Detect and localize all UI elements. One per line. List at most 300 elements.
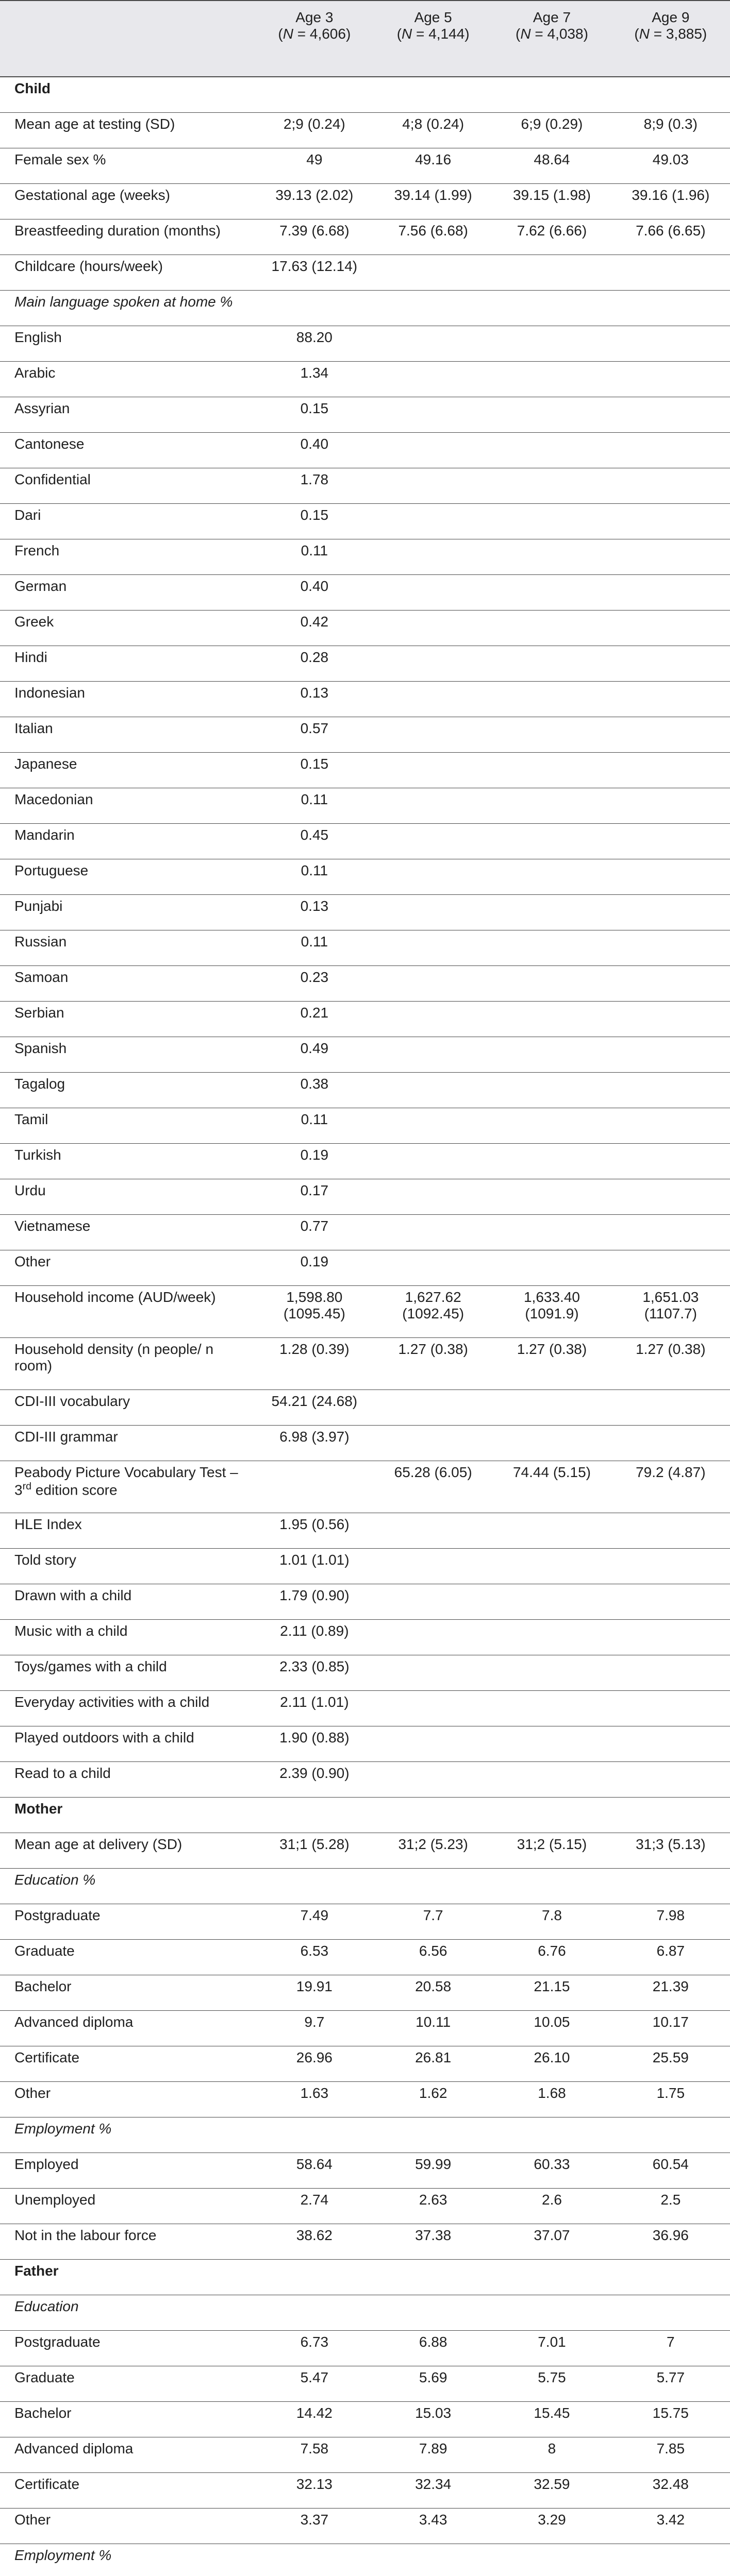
value-cell: 1.27 (0.38)	[611, 1338, 730, 1390]
row-label: Tamil	[0, 1108, 255, 1144]
value-cell	[611, 468, 730, 504]
value-cell	[611, 326, 730, 362]
value-cell: 7.49	[255, 1904, 374, 1940]
row-label: Samoan	[0, 966, 255, 1002]
value-cell: 54.21 (24.68)	[255, 1390, 374, 1426]
value-cell	[492, 753, 611, 788]
table-row	[0, 1620, 730, 1655]
value-cell: 2.11 (0.89)	[255, 1620, 374, 1655]
value-cell: 0.11	[255, 788, 374, 824]
value-cell	[492, 824, 611, 859]
value-cell: 79.2 (4.87)	[611, 1461, 730, 1513]
row-label: Spanish	[0, 1037, 255, 1073]
value-cell	[374, 1073, 492, 1108]
column-n: (N = 4,038)	[497, 26, 606, 42]
value-cell	[374, 362, 492, 397]
row-label: Tagalog	[0, 1073, 255, 1108]
value-cell	[492, 717, 611, 753]
value-cell: 0.40	[255, 433, 374, 468]
subsection-row	[0, 291, 730, 326]
table-row	[0, 2011, 730, 2046]
value-cell	[374, 1620, 492, 1655]
value-cell	[374, 1869, 492, 1904]
value-cell	[492, 2544, 611, 2576]
value-cell: 6.53	[255, 1940, 374, 1975]
value-cell	[492, 1691, 611, 1726]
value-cell	[374, 682, 492, 717]
table-row	[0, 1975, 730, 2011]
value-cell: 0.19	[255, 1144, 374, 1179]
value-cell	[492, 1108, 611, 1144]
value-cell	[492, 468, 611, 504]
value-cell: 6.88	[374, 2331, 492, 2366]
value-cell	[374, 788, 492, 824]
row-label: CDI-III vocabulary	[0, 1390, 255, 1426]
value-cell	[492, 255, 611, 291]
value-cell	[374, 1250, 492, 1286]
value-cell: 0.19	[255, 1250, 374, 1286]
value-cell: 0.17	[255, 1179, 374, 1215]
row-label: Postgraduate	[0, 2331, 255, 2366]
row-label: Postgraduate	[0, 1904, 255, 1940]
value-cell: 0.38	[255, 1073, 374, 1108]
value-cell: 88.20	[255, 326, 374, 362]
row-label-text: Peabody Picture Vocabulary Test –3	[14, 1464, 238, 1498]
value-cell: 7.8	[492, 1904, 611, 1940]
table-row	[0, 2473, 730, 2509]
row-label: Unemployed	[0, 2189, 255, 2224]
row-label: Bachelor	[0, 2402, 255, 2437]
column-n: (N = 4,144)	[379, 26, 487, 42]
value-cell: 65.28 (6.05)	[374, 1461, 492, 1513]
table-row	[0, 1655, 730, 1691]
value-cell	[255, 77, 374, 113]
table-row	[0, 1549, 730, 1584]
row-label: Portuguese	[0, 859, 255, 895]
value-cell	[611, 895, 730, 930]
table-row	[0, 2509, 730, 2544]
value-cell	[611, 1144, 730, 1179]
value-cell: 2.39 (0.90)	[255, 1762, 374, 1798]
value-cell: 1.78	[255, 468, 374, 504]
table-row	[0, 2153, 730, 2189]
value-cell	[611, 539, 730, 575]
row-label: Graduate	[0, 1940, 255, 1975]
value-cell: 0.42	[255, 611, 374, 646]
value-cell	[374, 77, 492, 113]
value-cell	[611, 1390, 730, 1426]
value-cell: 15.45	[492, 2402, 611, 2437]
row-label: Japanese	[0, 753, 255, 788]
table-row	[0, 859, 730, 895]
table-row	[0, 646, 730, 682]
value-cell: 6.56	[374, 1940, 492, 1975]
value-cell: 2;9 (0.24)	[255, 113, 374, 148]
row-label: Bachelor	[0, 1975, 255, 2011]
value-cell	[611, 1037, 730, 1073]
row-label: Household density (n people/ n room)	[0, 1338, 255, 1390]
value-cell: 0.11	[255, 859, 374, 895]
table-row	[0, 753, 730, 788]
value-cell	[492, 859, 611, 895]
row-label: Italian	[0, 717, 255, 753]
value-cell	[255, 2260, 374, 2295]
row-label: Other	[0, 2509, 255, 2544]
value-cell	[492, 1762, 611, 1798]
value-cell: 1.75	[611, 2082, 730, 2117]
value-cell	[611, 1426, 730, 1461]
table-row	[0, 2046, 730, 2082]
value-cell	[611, 1002, 730, 1037]
table-row	[0, 1144, 730, 1179]
value-cell: 9.7	[255, 2011, 374, 2046]
value-cell: 0.21	[255, 1002, 374, 1037]
row-label: Confidential	[0, 468, 255, 504]
table-row	[0, 682, 730, 717]
value-cell	[374, 291, 492, 326]
value-cell	[611, 2295, 730, 2331]
table-row	[0, 255, 730, 291]
value-cell	[255, 1798, 374, 1833]
value-cell	[611, 1869, 730, 1904]
row-label: English	[0, 326, 255, 362]
table-row	[0, 468, 730, 504]
value-cell	[374, 1762, 492, 1798]
value-cell: 19.91	[255, 1975, 374, 2011]
row-label: Toys/games with a child	[0, 1655, 255, 1691]
value-cell: 0.45	[255, 824, 374, 859]
value-cell	[492, 326, 611, 362]
value-cell: 3.37	[255, 2509, 374, 2544]
row-label: Female sex %	[0, 148, 255, 184]
value-cell: 0.11	[255, 930, 374, 966]
value-cell	[611, 682, 730, 717]
value-cell	[374, 433, 492, 468]
value-cell	[374, 930, 492, 966]
value-cell: 38.62	[255, 2224, 374, 2260]
value-cell: 31;2 (5.23)	[374, 1833, 492, 1869]
table-row	[0, 397, 730, 433]
table-row	[0, 611, 730, 646]
table-header	[0, 1, 730, 77]
value-cell	[255, 291, 374, 326]
table-row	[0, 1461, 730, 1513]
value-cell: 31;3 (5.13)	[611, 1833, 730, 1869]
table-row	[0, 504, 730, 539]
value-cell: 0.15	[255, 753, 374, 788]
column-n: (N = 4,606)	[260, 26, 369, 42]
row-label: Assyrian	[0, 397, 255, 433]
table-body	[0, 77, 730, 2576]
row-label: Not in the labour force	[0, 2224, 255, 2260]
value-cell	[492, 1250, 611, 1286]
value-cell: 7.98	[611, 1904, 730, 1940]
value-cell: 0.13	[255, 895, 374, 930]
value-cell	[492, 1513, 611, 1549]
value-cell: 7.89	[374, 2437, 492, 2473]
value-cell	[492, 1073, 611, 1108]
value-cell: 49.16	[374, 148, 492, 184]
value-cell: 7.01	[492, 2331, 611, 2366]
table-row	[0, 1691, 730, 1726]
value-cell	[255, 2117, 374, 2153]
row-label: Played outdoors with a child	[0, 1726, 255, 1762]
value-cell	[374, 1426, 492, 1461]
value-cell: 21.39	[611, 1975, 730, 2011]
value-cell: 0.11	[255, 1108, 374, 1144]
value-cell	[374, 2544, 492, 2576]
value-cell	[611, 1108, 730, 1144]
value-cell: 7.7	[374, 1904, 492, 1940]
row-label: Urdu	[0, 1179, 255, 1215]
value-cell: 0.28	[255, 646, 374, 682]
value-cell	[374, 859, 492, 895]
value-cell: 7.56 (6.68)	[374, 219, 492, 255]
row-label: Turkish	[0, 1144, 255, 1179]
value-cell	[492, 788, 611, 824]
table-row	[0, 1179, 730, 1215]
value-cell: 37.38	[374, 2224, 492, 2260]
row-label: Greek	[0, 611, 255, 646]
value-cell	[492, 504, 611, 539]
row-label: Mean age at delivery (SD)	[0, 1833, 255, 1869]
value-cell: 31;1 (5.28)	[255, 1833, 374, 1869]
value-cell	[611, 966, 730, 1002]
value-cell: 1,633.40 (1091.9)	[492, 1286, 611, 1338]
value-cell	[611, 255, 730, 291]
value-cell: 2.74	[255, 2189, 374, 2224]
value-cell: 1.34	[255, 362, 374, 397]
table-row	[0, 1286, 730, 1338]
value-cell: 10.05	[492, 2011, 611, 2046]
value-cell	[611, 575, 730, 611]
value-cell	[374, 2295, 492, 2331]
value-cell: 15.03	[374, 2402, 492, 2437]
value-cell	[492, 1037, 611, 1073]
value-cell	[374, 1584, 492, 1620]
value-cell: 14.42	[255, 2402, 374, 2437]
row-label: Household income (AUD/week)	[0, 1286, 255, 1338]
value-cell: 1.63	[255, 2082, 374, 2117]
table-row	[0, 2224, 730, 2260]
row-label: Mean age at testing (SD)	[0, 113, 255, 148]
value-cell	[374, 1108, 492, 1144]
value-cell: 1.79 (0.90)	[255, 1584, 374, 1620]
value-cell: 1,651.03 (1107.7)	[611, 1286, 730, 1338]
value-cell: 25.59	[611, 2046, 730, 2082]
value-cell	[492, 1726, 611, 1762]
row-label: Employment %	[0, 2544, 255, 2576]
value-cell	[255, 2295, 374, 2331]
value-cell: 48.64	[492, 148, 611, 184]
column-n: (N = 3,885)	[617, 26, 725, 42]
row-label: Employed	[0, 2153, 255, 2189]
row-label: Graduate	[0, 2366, 255, 2402]
value-cell: 3.29	[492, 2509, 611, 2544]
value-cell	[492, 575, 611, 611]
table-row	[0, 1940, 730, 1975]
value-cell	[611, 1215, 730, 1250]
row-label: Mandarin	[0, 824, 255, 859]
value-cell	[611, 2260, 730, 2295]
value-cell: 60.33	[492, 2153, 611, 2189]
value-cell: 1.01 (1.01)	[255, 1549, 374, 1584]
row-label: Macedonian	[0, 788, 255, 824]
table-row	[0, 1426, 730, 1461]
value-cell: 7	[611, 2331, 730, 2366]
subsection-row	[0, 2295, 730, 2331]
value-cell	[255, 1869, 374, 1904]
value-cell	[374, 1144, 492, 1179]
value-cell	[611, 504, 730, 539]
value-cell: 7.66 (6.65)	[611, 219, 730, 255]
row-label: Childcare (hours/week)	[0, 255, 255, 291]
value-cell: 5.47	[255, 2366, 374, 2402]
value-cell	[611, 717, 730, 753]
value-cell: 10.17	[611, 2011, 730, 2046]
subsection-row	[0, 1869, 730, 1904]
table-row	[0, 930, 730, 966]
value-cell: 1.90 (0.88)	[255, 1726, 374, 1762]
table-row	[0, 2437, 730, 2473]
value-cell	[492, 2117, 611, 2153]
value-cell: 2.63	[374, 2189, 492, 2224]
table-row	[0, 539, 730, 575]
value-cell: 1.27 (0.38)	[374, 1338, 492, 1390]
value-cell: 1.62	[374, 2082, 492, 2117]
value-cell: 1.95 (0.56)	[255, 1513, 374, 1549]
table-row	[0, 1513, 730, 1549]
value-cell	[492, 611, 611, 646]
table-row	[0, 1390, 730, 1426]
table-row	[0, 717, 730, 753]
table-row	[0, 433, 730, 468]
row-label: Education	[0, 2295, 255, 2331]
value-cell	[374, 717, 492, 753]
value-cell: 3.42	[611, 2509, 730, 2544]
value-cell: 0.11	[255, 539, 374, 575]
value-cell: 2.33 (0.85)	[255, 1655, 374, 1691]
value-cell	[611, 646, 730, 682]
value-cell	[374, 1179, 492, 1215]
row-label: Told story	[0, 1549, 255, 1584]
value-cell: 7.62 (6.66)	[492, 219, 611, 255]
section-row	[0, 1798, 730, 1833]
value-cell	[611, 859, 730, 895]
value-cell: 0.49	[255, 1037, 374, 1073]
value-cell: 32.34	[374, 2473, 492, 2509]
value-cell: 39.14 (1.99)	[374, 184, 492, 219]
value-cell: 4;8 (0.24)	[374, 113, 492, 148]
value-cell	[374, 255, 492, 291]
value-cell: 6.87	[611, 1940, 730, 1975]
table-row	[0, 824, 730, 859]
table-row	[0, 2402, 730, 2437]
section-row	[0, 2260, 730, 2295]
value-cell	[611, 1179, 730, 1215]
value-cell: 5.69	[374, 2366, 492, 2402]
value-cell	[255, 1461, 374, 1513]
table-row	[0, 1037, 730, 1073]
row-label: Cantonese	[0, 433, 255, 468]
table-row	[0, 2082, 730, 2117]
column-label: Age 9	[652, 9, 689, 25]
column-header	[492, 1, 611, 77]
table-row	[0, 1108, 730, 1144]
value-cell: 6;9 (0.29)	[492, 113, 611, 148]
value-cell	[492, 77, 611, 113]
value-cell	[611, 1250, 730, 1286]
value-cell: 49.03	[611, 148, 730, 184]
table-row	[0, 148, 730, 184]
value-cell: 0.13	[255, 682, 374, 717]
table-row	[0, 575, 730, 611]
value-cell	[611, 2117, 730, 2153]
value-cell	[492, 2260, 611, 2295]
value-cell	[374, 468, 492, 504]
value-cell	[611, 1798, 730, 1833]
value-cell	[611, 1691, 730, 1726]
value-cell: 8	[492, 2437, 611, 2473]
value-cell	[374, 1549, 492, 1584]
value-cell	[374, 1798, 492, 1833]
row-label: Mother	[0, 1798, 255, 1833]
value-cell: 1.27 (0.38)	[492, 1338, 611, 1390]
value-cell	[492, 1144, 611, 1179]
column-header	[255, 1, 374, 77]
row-label: Other	[0, 1250, 255, 1286]
section-row	[0, 77, 730, 113]
header-row	[0, 1, 730, 77]
value-cell: 2.5	[611, 2189, 730, 2224]
value-cell: 20.58	[374, 1975, 492, 2011]
header-corner	[0, 1, 255, 77]
value-cell	[492, 1655, 611, 1691]
row-label: German	[0, 575, 255, 611]
value-cell	[492, 291, 611, 326]
value-cell	[374, 611, 492, 646]
value-cell	[492, 1426, 611, 1461]
table-row	[0, 219, 730, 255]
value-cell	[492, 1179, 611, 1215]
row-label: Serbian	[0, 1002, 255, 1037]
value-cell: 39.16 (1.96)	[611, 184, 730, 219]
value-cell	[611, 291, 730, 326]
value-cell: 32.59	[492, 2473, 611, 2509]
value-cell: 26.10	[492, 2046, 611, 2082]
column-header	[374, 1, 492, 77]
row-label: French	[0, 539, 255, 575]
value-cell: 7.85	[611, 2437, 730, 2473]
row-label: Vietnamese	[0, 1215, 255, 1250]
table-row	[0, 1584, 730, 1620]
value-cell	[374, 326, 492, 362]
row-label: Main language spoken at home %	[0, 291, 255, 326]
column-label: Age 5	[414, 9, 452, 25]
value-cell	[611, 1584, 730, 1620]
table-row	[0, 2366, 730, 2402]
value-cell	[492, 397, 611, 433]
value-cell: 59.99	[374, 2153, 492, 2189]
column-header	[611, 1, 730, 77]
row-label	[0, 1461, 255, 1513]
row-label: Breastfeeding duration (months)	[0, 219, 255, 255]
table-row	[0, 895, 730, 930]
value-cell: 0.40	[255, 575, 374, 611]
value-cell: 3.43	[374, 2509, 492, 2544]
value-cell	[611, 2544, 730, 2576]
row-label: HLE Index	[0, 1513, 255, 1549]
